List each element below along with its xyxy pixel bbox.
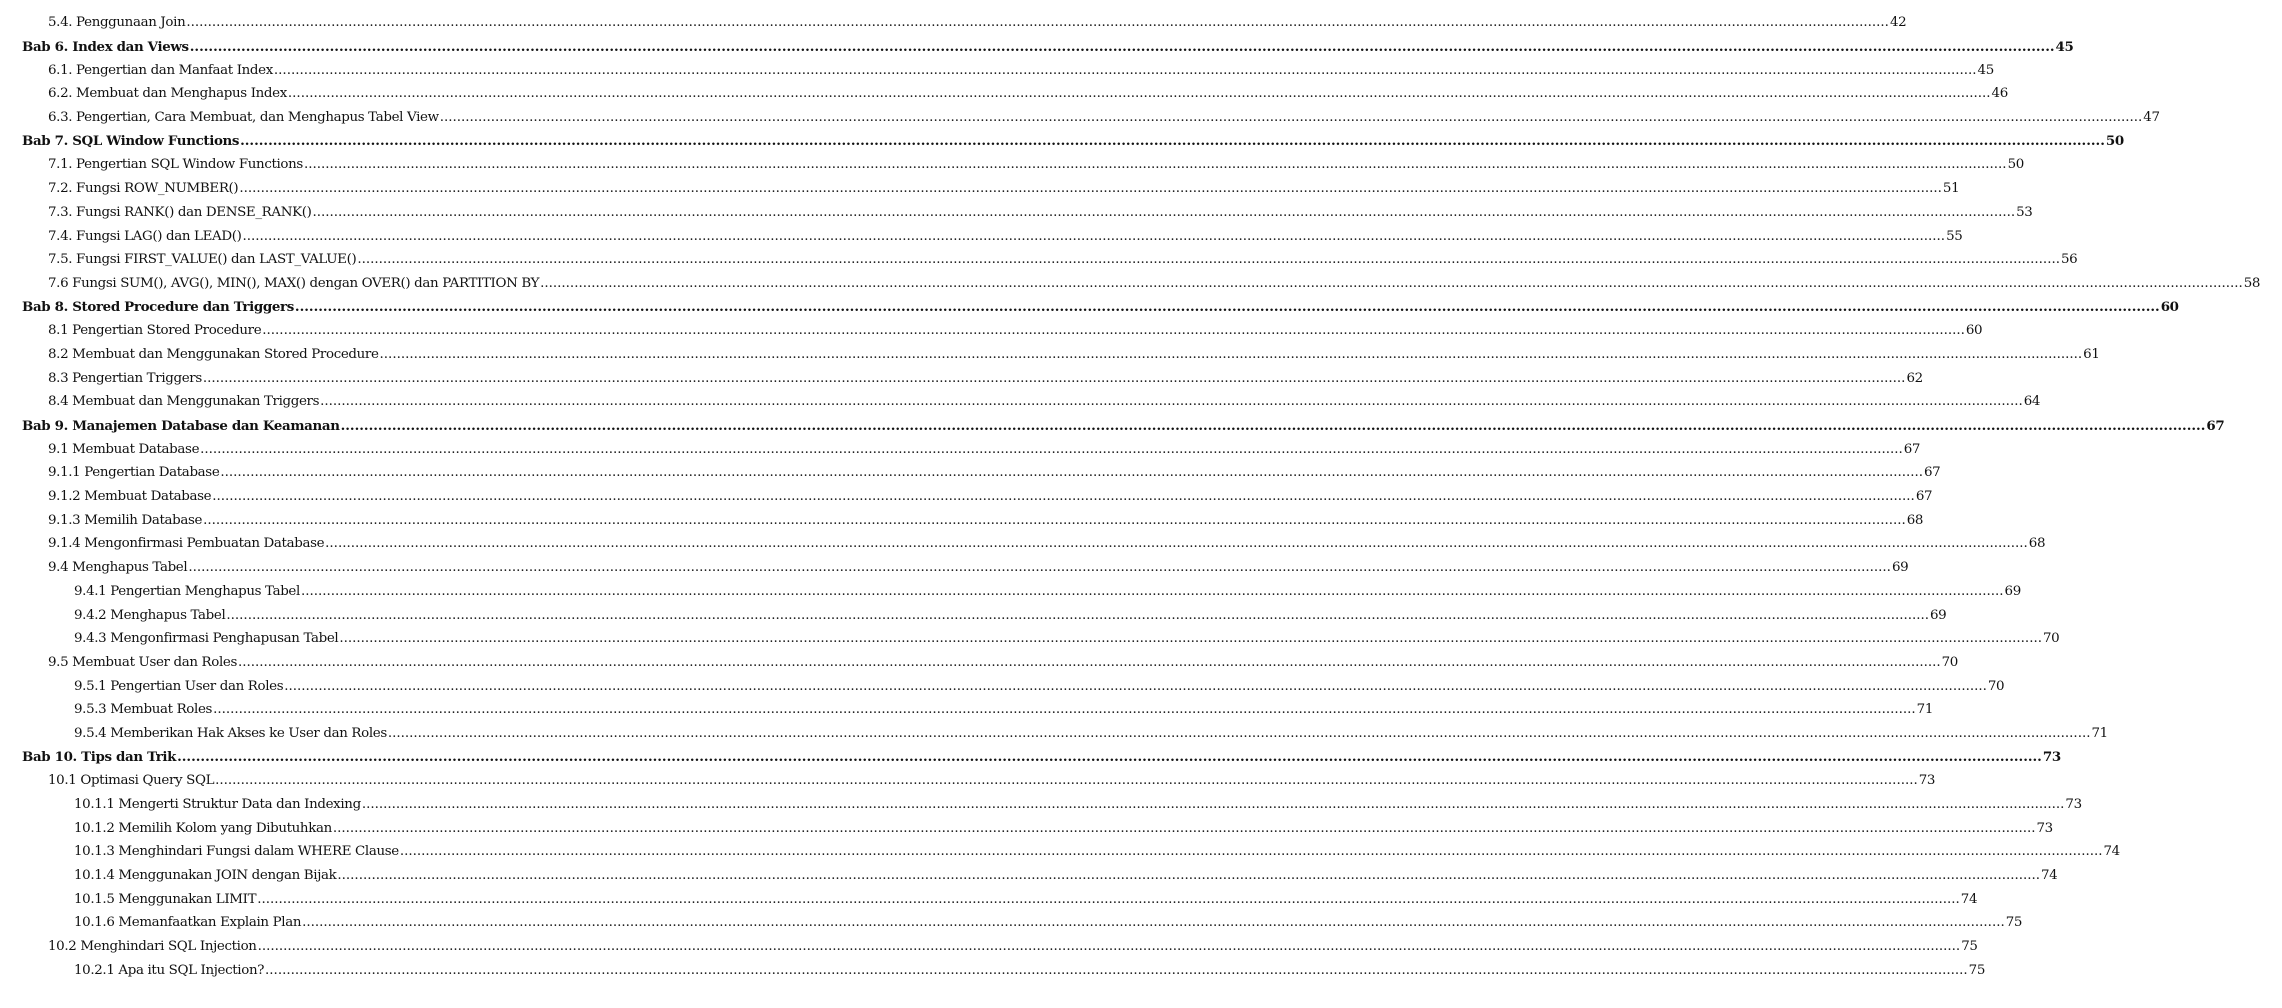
toc-entry-label: 9.1.2 Membuat Database [48,489,212,505]
toc-page-number: 64 [2023,394,2041,410]
toc-page-number: 73 [2042,749,2061,766]
toc-dot-leader: ................................................................................................................................................................................................................................................................................................................................................................................................................ [215,773,1918,789]
toc-entry-label: 6.1. Pengertian dan Manfaat Index [48,62,273,78]
toc-page-number: 61 [2083,346,2100,362]
toc-section-entry[interactable] [0,272,2261,296]
toc-page-number: 70 [1941,654,1958,670]
toc-entry-label: 6.2. Membuat dan Menghapus Index [48,86,287,102]
toc-entry-label: 7.6 Fungsi SUM(), AVG(), MIN(), MAX() dengan OVER() dan PARTITION BY [48,275,540,291]
toc-page-number: 73 [2065,797,2082,813]
toc-dot-leader: ................................................................................................................................................................................................................................................................................................................................................................................................................ [361,797,2065,813]
toc-chapter-entry[interactable] [0,35,2074,59]
toc-page-number: 70 [2042,631,2060,647]
toc-page-number: 60 [1965,323,1983,339]
toc-page-number: 46 [1991,86,2008,102]
toc-chapter-entry[interactable] [0,745,2061,769]
toc-page-number: 67 [1903,441,1921,457]
toc-section-entry[interactable] [0,556,1909,580]
toc-dot-leader: ................................................................................................................................................................................................................................................................................................................................................................................................................ [399,844,2103,860]
toc-dot-leader: ................................................................................................................................................................................................................................................................................................................................................................................................................ [300,583,2004,599]
toc-entry-label: 7.2. Fungsi ROW_NUMBER() [48,181,239,197]
toc-entry-label: 6.3. Pengertian, Cara Membuat, dan Menghapus Tabel View [48,110,439,126]
toc-section-entry[interactable] [0,816,2053,840]
toc-section-entry[interactable] [0,864,2058,888]
toc-chapter-entry[interactable] [0,414,2225,438]
toc-page-number: 50 [2105,133,2124,150]
toc-dot-leader: ................................................................................................................................................................................................................................................................................................................................................................................................................ [262,323,1965,339]
toc-section-entry[interactable] [0,959,1985,983]
toc-dot-leader: ................................................................................................................................................................................................................................................................................................................................................................................................................ [439,110,2143,126]
toc-section-entry[interactable] [0,603,1947,627]
toc-entry-label: 10.2.1 Apa itu SQL Injection? [74,962,265,978]
toc-dot-leader: ................................................................................................................................................................................................................................................................................................................................................................................................................ [325,536,2028,552]
toc-section-entry[interactable] [0,840,2120,864]
toc-entry-label: Bab 8. Stored Procedure dan Triggers [22,299,294,316]
toc-dot-leader: ................................................................................................................................................................................................................................................................................................................................................................................................................ [226,607,1930,623]
toc-page-number: 71 [1916,702,1934,718]
toc-page-number: 58 [2243,275,2261,291]
toc-entry-label: 9.1.4 Mengonfirmasi Pembuatan Database [48,536,325,552]
toc-section-entry[interactable] [0,366,1923,390]
toc-page-number: 50 [2007,157,2024,173]
toc-section-entry[interactable] [0,82,2008,106]
toc-page-number: 73 [1918,773,1936,789]
toc-entry-label: 7.4. Fungsi LAG() dan LEAD() [48,228,242,244]
toc-page-number: 68 [1906,512,1924,528]
toc-entry-label: 8.3 Pengertian Triggers [48,370,202,386]
toc-dot-leader: ................................................................................................................................................................................................................................................................................................................................................................................................................ [213,702,1916,718]
toc-dot-leader: ................................................................................................................................................................................................................................................................................................................................................................................................................ [188,560,1891,576]
toc-dot-leader: ................................................................................................................................................................................................................................................................................................................................................................................................................ [257,891,1960,907]
toc-entry-label: 8.4 Membuat dan Menggunakan Triggers [48,394,320,410]
toc-entry-label: 10.1 Optimasi Query SQL [48,773,215,789]
toc-dot-leader: ................................................................................................................................................................................................................................................................................................................................................................................................................ [257,939,1961,955]
toc-page-number: 67 [2206,417,2225,434]
toc-entry-label: Bab 6. Index dan Views [22,38,189,55]
toc-dot-leader: ................................................................................................................................................................................................................................................................................................................................................................................................................ [242,228,1946,244]
toc-dot-leader: ................................................................................................................................................................................................................................................................................................................................................................................................................ [239,181,1942,197]
toc-page-number: 75 [1961,939,1978,955]
toc-dot-leader: ................................................................................................................................................................................................................................................................................................................................................................................................................ [202,370,1906,386]
toc-section-entry[interactable] [0,58,1994,82]
toc-section-entry[interactable] [0,887,1978,911]
toc-entry-label: 10.2 Menghindari SQL Injection [48,939,257,955]
toc-page-number: 68 [2028,536,2046,552]
toc-dot-leader: ................................................................................................................................................................................................................................................................................................................................................................................................................ [284,678,1987,694]
toc-page-number: 75 [2005,915,2023,931]
toc-dot-leader: ................................................................................................................................................................................................................................................................................................................................................................................................................ [387,725,2091,741]
toc-section-entry[interactable] [0,935,1978,959]
toc-section-entry[interactable] [0,343,2100,367]
toc-page-number: 69 [2004,583,2021,599]
toc-page-number: 60 [2160,299,2179,316]
toc-dot-leader: ................................................................................................................................................................................................................................................................................................................................................................................................................ [357,252,2060,268]
toc-page-number: 75 [1968,962,1985,978]
toc-page-number: 69 [1891,560,1909,576]
toc-entry-label: 8.2 Membuat dan Menggunakan Stored Procedure [48,346,379,362]
toc-page-number: 55 [1946,228,1963,244]
toc-entry-label: 7.3. Fungsi RANK() dan DENSE_RANK() [48,204,312,220]
toc-section-entry[interactable] [0,532,2046,556]
toc-dot-leader: ................................................................................................................................................................................................................................................................................................................................................................................................................ [177,749,2042,766]
toc-entry-label: 10.1.3 Menghindari Fungsi dalam WHERE Clause [74,844,399,860]
toc-section-entry[interactable] [0,793,2082,817]
toc-page-number: 74 [2103,844,2120,860]
toc-section-entry[interactable] [0,651,1958,675]
toc-entry-label: 9.1 Membuat Database [48,441,200,457]
toc-entry-label: 9.1.3 Memilih Database [48,512,203,528]
toc-entry-label: 10.1.2 Memilih Kolom yang Dibutuhkan [74,820,332,836]
toc-page-number: 69 [1930,607,1947,623]
toc-entry-label: 10.1.4 Menggunakan JOIN dengan Bijak [74,868,337,884]
toc-section-entry[interactable] [0,177,1960,201]
toc-dot-leader: ................................................................................................................................................................................................................................................................................................................................................................................................................ [337,868,2041,884]
toc-page-number: 51 [1942,181,1960,197]
toc-dot-leader: ................................................................................................................................................................................................................................................................................................................................................................................................................ [339,631,2042,647]
table-of-contents [0,11,2261,982]
toc-section-entry[interactable] [0,437,1921,461]
toc-page-number: 70 [1987,678,2005,694]
toc-dot-leader: ................................................................................................................................................................................................................................................................................................................................................................................................................ [312,204,2016,220]
toc-section-entry[interactable] [0,722,2108,746]
toc-entry-label: 9.5.1 Pengertian User dan Roles [74,678,284,694]
toc-dot-leader: ................................................................................................................................................................................................................................................................................................................................................................................................................ [212,489,1915,505]
toc-dot-leader: ................................................................................................................................................................................................................................................................................................................................................................................................................ [238,654,1941,670]
toc-section-entry[interactable] [0,248,2078,272]
toc-page-number: 74 [1960,891,1978,907]
toc-entry-label: 9.5.3 Membuat Roles [74,702,213,718]
toc-section-entry[interactable] [0,153,2024,177]
toc-entry-label: Bab 7. SQL Window Functions [22,133,240,150]
toc-dot-leader: ................................................................................................................................................................................................................................................................................................................................................................................................................ [240,133,2105,150]
toc-entry-label: Bab 9. Manajemen Database dan Keamanan [22,417,340,434]
toc-entry-label: 9.4.1 Pengertian Menghapus Tabel [74,583,300,599]
toc-page-number: 67 [1924,465,1941,481]
toc-dot-leader: ................................................................................................................................................................................................................................................................................................................................................................................................................ [203,512,1906,528]
toc-section-entry[interactable] [0,911,2023,935]
toc-section-entry[interactable] [0,508,1924,532]
toc-entry-label: 7.1. Pengertian SQL Window Functions [48,157,303,173]
toc-section-entry[interactable] [0,627,2060,651]
toc-section-entry[interactable] [0,319,1983,343]
toc-section-entry[interactable] [0,580,2021,604]
toc-entry-label: 9.4.2 Menghapus Tabel [74,607,226,623]
toc-page-number: 71 [2091,725,2108,741]
toc-section-entry[interactable] [0,390,2041,414]
toc-entry-label: 9.5 Membuat User dan Roles [48,654,238,670]
toc-section-entry[interactable] [0,698,1934,722]
toc-section-entry[interactable] [0,201,2033,225]
toc-page-number: 47 [2143,110,2160,126]
toc-section-entry[interactable] [0,674,2005,698]
toc-dot-leader: ................................................................................................................................................................................................................................................................................................................................................................................................................ [189,38,2055,55]
toc-entry-label: Bab 10. Tips dan Trik [22,749,177,766]
toc-page-number: 73 [2036,820,2053,836]
toc-page-number: 42 [1889,15,1907,31]
toc-dot-leader: ................................................................................................................................................................................................................................................................................................................................................................................................................ [265,962,1968,978]
toc-entry-label: 8.1 Pengertian Stored Procedure [48,323,262,339]
toc-entry-label: 10.1.5 Menggunakan LIMIT [74,891,257,907]
toc-entry-label: 9.5.4 Memberikan Hak Akses ke User dan Roles [74,725,387,741]
toc-dot-leader: ................................................................................................................................................................................................................................................................................................................................................................................................................ [273,62,1977,78]
toc-page-number: 53 [2016,204,2033,220]
toc-page-number: 74 [2041,868,2058,884]
toc-dot-leader: ................................................................................................................................................................................................................................................................................................................................................................................................................ [340,417,2206,434]
toc-entry-label: 10.1.6 Memanfaatkan Explain Plan [74,915,302,931]
toc-dot-leader: ................................................................................................................................................................................................................................................................................................................................................................................................................ [294,299,2160,316]
toc-section-entry[interactable] [0,11,1907,35]
toc-entry-label: 5.4. Penggunaan Join [48,15,186,31]
toc-dot-leader: ................................................................................................................................................................................................................................................................................................................................................................................................................ [287,86,1991,102]
toc-dot-leader: ................................................................................................................................................................................................................................................................................................................................................................................................................ [320,394,2023,410]
toc-dot-leader: ................................................................................................................................................................................................................................................................................................................................................................................................................ [200,441,1903,457]
toc-page-number: 67 [1915,489,1933,505]
toc-section-entry[interactable] [0,106,2160,130]
toc-section-entry[interactable] [0,224,1963,248]
toc-section-entry[interactable] [0,485,1933,509]
toc-page-number: 62 [1906,370,1923,386]
toc-entry-label: 7.5. Fungsi FIRST_VALUE() dan LAST_VALUE() [48,252,357,268]
toc-chapter-entry[interactable] [0,129,2124,153]
toc-entry-label: 9.1.1 Pengertian Database [48,465,220,481]
toc-section-entry[interactable] [0,769,1936,793]
toc-dot-leader: ................................................................................................................................................................................................................................................................................................................................................................................................................ [332,820,2036,836]
toc-page-number: 45 [2055,38,2074,55]
toc-dot-leader: ................................................................................................................................................................................................................................................................................................................................................................................................................ [302,915,2005,931]
toc-entry-label: 9.4.3 Mengonfirmasi Penghapusan Tabel [74,631,339,647]
toc-chapter-entry[interactable] [0,295,2179,319]
toc-entry-label: 10.1.1 Mengerti Struktur Data dan Indexing [74,797,361,813]
toc-entry-label: 9.4 Menghapus Tabel [48,560,188,576]
toc-dot-leader: ................................................................................................................................................................................................................................................................................................................................................................................................................ [186,15,1889,31]
toc-section-entry[interactable] [0,461,1941,485]
toc-dot-leader: ................................................................................................................................................................................................................................................................................................................................................................................................................ [220,465,1924,481]
toc-page-number: 45 [1977,62,1994,78]
toc-dot-leader: ................................................................................................................................................................................................................................................................................................................................................................................................................ [379,346,2083,362]
toc-page-number: 56 [2060,252,2078,268]
toc-dot-leader: ................................................................................................................................................................................................................................................................................................................................................................................................................ [540,275,2243,291]
toc-dot-leader: ................................................................................................................................................................................................................................................................................................................................................................................................................ [303,157,2007,173]
